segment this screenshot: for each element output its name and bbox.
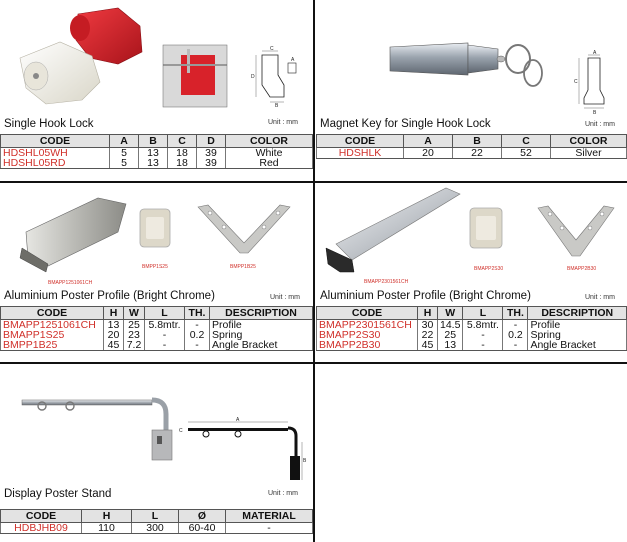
white-hook-lock-image [0,0,160,110]
value-cell: - [226,523,313,534]
value-cell: 60-40 [179,523,226,534]
col-header: CODE [317,135,404,148]
magnet-key-dimension-drawing [574,52,614,118]
col-header: H [418,307,438,320]
spec-table-hook-lock [0,134,313,169]
code-cell: HDSHL05WH [1,148,110,159]
value-cell: - [145,330,185,340]
dim-label-c: C [574,79,578,85]
code-cell: BMPP1B25 [1,340,104,351]
col-header: W [438,307,463,320]
col-header: B [453,135,502,148]
table-row [317,340,627,351]
poster-stand-image [20,392,180,462]
table-row [1,523,313,534]
value-cell: 14.5 [438,320,463,331]
col-header: B [139,135,168,148]
value-cell: Profile [528,320,627,331]
value-cell: - [503,340,528,351]
dim-label-c: C [179,428,183,434]
profile-2-image [322,186,462,274]
col-header: CODE [1,307,104,320]
value-cell: 0.2 [185,330,210,340]
spec-table-magnet-key [316,134,627,159]
value-cell: 39 [197,158,226,169]
dim-label-b: B [275,103,279,109]
col-header: W [124,307,145,320]
dim-label-a: A [291,57,295,63]
value-cell: 30 [418,320,438,331]
col-header: COLOR [226,135,313,148]
value-cell: - [185,340,210,351]
unit-label: Unit : mm [585,121,615,128]
magnet-key-image [388,35,548,95]
col-header: A [110,135,139,148]
value-cell: Spring [210,330,313,340]
value-cell: Angle Bracket [210,340,313,351]
vertical-divider [313,0,315,542]
col-header: DESCRIPTION [210,307,313,320]
code-cell: BMAPP2S30 [317,330,418,340]
col-header: H [104,307,124,320]
value-cell: Angle Bracket [528,340,627,351]
image-caption: BMAPP2301561CH [364,279,409,285]
table-row [1,158,313,169]
value-cell: 25 [438,330,463,340]
product-title: Single Hook Lock [4,118,94,130]
unit-label: Unit : mm [268,490,298,497]
spring-1-image [138,207,172,249]
col-header: L [463,307,503,320]
value-cell: 23 [124,330,145,340]
code-cell: BMAPP1251061CH [1,320,104,331]
table-row [1,340,313,351]
col-header: CODE [1,510,82,523]
col-header: D [197,135,226,148]
value-cell: 5 [110,148,139,159]
row-divider-1 [0,181,627,183]
dim-label-b: B [593,110,597,116]
hook-lock-dimension-drawing [248,45,308,107]
code-cell: BMAPP2301561CH [317,320,418,331]
unit-label: Unit : mm [268,119,298,126]
value-cell: 25 [124,320,145,331]
value-cell: 7.2 [124,340,145,351]
col-header: CODE [317,307,418,320]
dim-label-c: C [270,46,274,52]
dim-label-a: A [593,50,597,56]
value-cell: 5.8mtr. [463,320,503,331]
value-cell: 18 [168,148,197,159]
col-header: MATERIAL [226,510,313,523]
spring-2-image [468,206,504,250]
product-title: Display Poster Stand [4,488,112,500]
col-header: TH. [503,307,528,320]
value-cell: 18 [168,158,197,169]
image-caption: BMPP1B25 [230,264,256,270]
col-header: CODE [1,135,110,148]
col-header: Ø [179,510,226,523]
value-cell: - [185,320,210,331]
value-cell: - [145,340,185,351]
value-cell: 45 [418,340,438,351]
value-cell: - [463,330,503,340]
value-cell: 13 [139,148,168,159]
product-title: Aluminium Poster Profile (Bright Chrome) [320,290,531,302]
value-cell: 20 [404,148,453,159]
spec-table-profile-1 [0,306,313,351]
value-cell: 22 [453,148,502,159]
image-caption: BMAPP2B30 [567,266,597,272]
col-header: L [132,510,179,523]
value-cell: 45 [104,340,124,351]
value-cell: Spring [528,330,627,340]
bracket-2-image [536,204,616,258]
col-header: TH. [185,307,210,320]
col-header: A [404,135,453,148]
unit-label: Unit : mm [585,294,615,301]
col-header: H [82,510,132,523]
dim-label-d: D [251,74,255,80]
code-cell: BMAPP2B30 [317,340,418,351]
spec-table-poster-stand [0,509,313,534]
value-cell: 13 [139,158,168,169]
value-cell: 13 [438,340,463,351]
product-title: Magnet Key for Single Hook Lock [320,118,491,130]
col-header: C [502,135,551,148]
table-row [317,148,627,159]
code-cell: HDSHLK [317,148,404,159]
image-caption: BMAPP1251061CH [48,280,93,286]
value-cell: Silver [551,148,627,159]
value-cell: Red [226,158,313,169]
image-caption: BMAPP2S30 [474,266,504,272]
dim-label-a: A [236,417,240,423]
col-header: DESCRIPTION [528,307,627,320]
profile-1-image [18,192,130,274]
code-cell: HDBJHB09 [1,523,82,534]
value-cell: 110 [82,523,132,534]
value-cell: 5.8mtr. [145,320,185,331]
bracket-1-image [196,203,292,255]
value-cell: White [226,148,313,159]
value-cell: 39 [197,148,226,159]
col-header: C [168,135,197,148]
col-header: L [145,307,185,320]
value-cell: 0.2 [503,330,528,340]
value-cell: 52 [502,148,551,159]
poster-stand-dimension-drawing [178,418,306,482]
value-cell: - [463,340,503,351]
product-title: Aluminium Poster Profile (Bright Chrome) [4,290,215,302]
unit-label: Unit : mm [270,294,300,301]
code-cell: HDSHL05RD [1,158,110,169]
image-caption: BMPP1S25 [142,264,168,270]
value-cell: 20 [104,330,124,340]
code-cell: BMAPP1S25 [1,330,104,340]
col-header: COLOR [551,135,627,148]
value-cell: Profile [210,320,313,331]
value-cell: 5 [110,158,139,169]
value-cell: - [503,320,528,331]
value-cell: 300 [132,523,179,534]
dim-label-b: B [303,458,307,464]
row-divider-2 [0,362,627,364]
red-hook-lock-photo [163,45,227,107]
value-cell: 13 [104,320,124,331]
value-cell: 22 [418,330,438,340]
spec-table-profile-2 [316,306,627,351]
